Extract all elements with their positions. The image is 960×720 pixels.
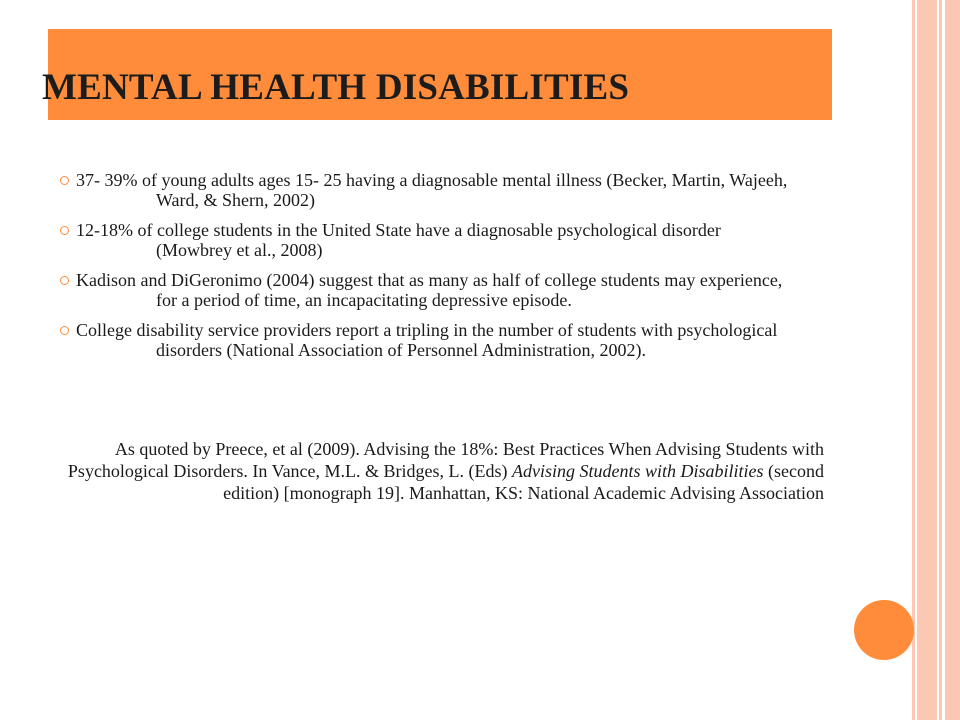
decorative-circle: [854, 600, 914, 660]
citation-book-title: Advising Students with Disabilities: [512, 461, 764, 481]
list-item: [60, 170, 800, 210]
stripe: [912, 0, 915, 720]
citation-text: As quoted by Preece, et al (2009). Advising the 18%: Best Practices When Advising Students with Psychological Disorders. In Vance, M.L. & Bridges, L. (Eds): [67, 439, 824, 481]
hollow-circle-bullet-icon: [60, 326, 69, 335]
slide-title: MENTAL HEALTH DISABILITIES: [42, 67, 630, 108]
bullet-text: Kadison and DiGeronimo (2004) suggest that as many as half of college students may experience, for a period of time, an incapacitating depressive episode.: [76, 270, 783, 310]
bullet-text: 12-18% of college students in the United State have a diagnosable psychological disorder (Mowbrey et al., 2008): [76, 220, 721, 260]
bullet-list: [60, 170, 800, 370]
stripe: [945, 0, 960, 720]
list-item: [60, 320, 800, 360]
list-item: [60, 220, 800, 260]
citation: [60, 438, 824, 504]
citation-text: (second edition) [monograph 19]. Manhattan, KS: National Academic Advising Association: [223, 461, 824, 503]
list-item: [60, 270, 800, 310]
hollow-circle-bullet-icon: [60, 176, 69, 185]
stripe: [917, 0, 937, 720]
decorative-stripes: [912, 0, 960, 720]
hollow-circle-bullet-icon: [60, 226, 69, 235]
hollow-circle-bullet-icon: [60, 276, 69, 285]
stripe: [939, 0, 942, 720]
bullet-text: College disability service providers report a tripling in the number of students with psychological disorders (National Association of Personnel Administration, 2002).: [76, 320, 778, 360]
bullet-text: 37- 39% of young adults ages 15- 25 having a diagnosable mental illness (Becker, Martin, Wajeeh, Ward, & Shern, 2002): [76, 170, 788, 210]
